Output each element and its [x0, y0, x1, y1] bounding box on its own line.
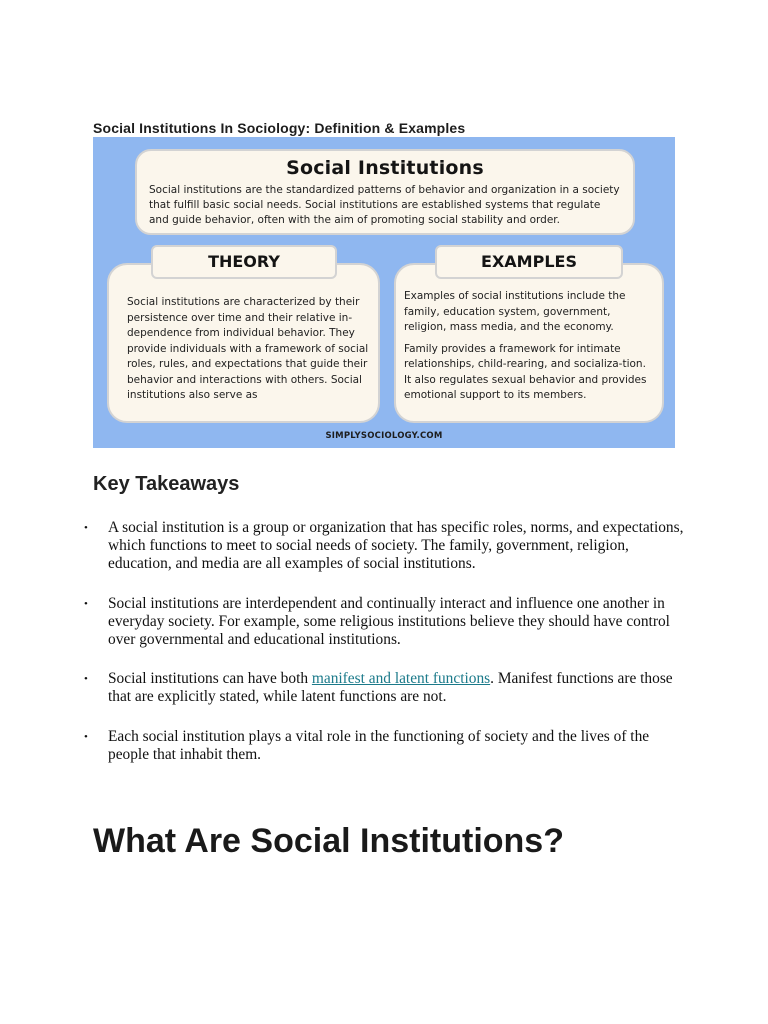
bullet-icon: • — [84, 522, 88, 534]
manifest-latent-functions-link[interactable]: manifest and latent functions — [311, 670, 491, 688]
section-heading: What Are Social Institutions? — [93, 822, 564, 860]
definition-card — [135, 149, 635, 235]
examples-card — [394, 263, 664, 423]
key-takeaways-list — [84, 519, 684, 785]
theory-card — [107, 263, 380, 423]
definition-text: Social institutions are the standardized patterns of behavior and organization in a society that fulfill basic social needs. Social institutions are established systems that regulate and guide behavior, often with the aim of promoting social stability and order. — [149, 184, 620, 226]
social-institutions-infographic — [93, 137, 675, 448]
list-item — [84, 519, 684, 574]
bullet-icon: • — [84, 597, 88, 610]
examples-text: Examples of social institutions include the family, education system, government, religion, mass media, and the economy. — [404, 290, 626, 333]
takeaway-text-suffix: . Manifest functions are those that are explicitly stated, while latent functions are not. — [108, 670, 673, 706]
takeaway-text-prefix: Social institutions can have both — [108, 670, 312, 688]
takeaway-text: Social institutions are interdependent and continually interact and influence one another in everyday society. For example, some religious institutions believe they should have control over governmental and educational institutions. — [108, 594, 670, 649]
list-item — [84, 728, 684, 764]
examples-tab-label: EXAMPLES — [435, 245, 623, 279]
theory-tab-label: THEORY — [151, 245, 337, 279]
takeaway-text: A social institution is a group or organization that has specific roles, norms, and expectations, which functions to meet to social needs of society. The family, government, religion, education, and media are all examples of social institutions. — [108, 519, 684, 573]
key-takeaways-heading: Key Takeaways — [93, 473, 240, 495]
theory-text: Social institutions are characterized by their persistence over time and their relative in-dependence from individual behavior. They provide individuals with a framework of social roles, rules, and expectations that guide their behavior and interactions with others. Social institutions also serve as — [127, 296, 369, 401]
list-item — [84, 595, 684, 650]
bullet-icon: • — [84, 673, 88, 686]
takeaway-text: Each social institution plays a vital role in the functioning of society and the lives of the people that inhabit them. — [108, 727, 650, 763]
family-example-text: Family provides a framework for intimate relationships, child-rearing, and socializa-tion. It also regulates sexual behavior and provides emotional support to its members. — [404, 342, 647, 401]
document-title: Social Institutions In Sociology: Definition & Examples — [93, 120, 466, 136]
source-watermark: SIMPLYSOCIOLOGY.COM — [325, 431, 443, 441]
list-item — [84, 670, 684, 706]
bullet-icon: • — [84, 730, 88, 743]
infographic-heading: Social Institutions — [286, 157, 484, 179]
